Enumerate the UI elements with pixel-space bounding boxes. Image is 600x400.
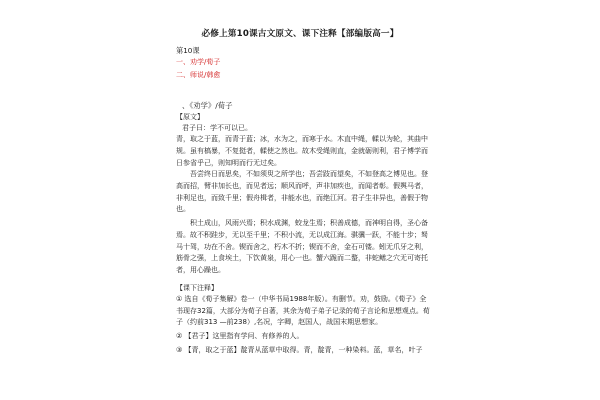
paragraph-1: 青，取之于蓝，而青于蓝；冰，水为之，而寒于水。木直中绳，輮以为轮，其曲中规。虽有槁暴，不复挺者，輮使之然也。故木受绳则直，金就砺则利，君子博学而日参省乎己，则知明而行无过矣。 [176,135,428,167]
toc-item-shishuo[interactable]: 二、师说/韩愈 [176,71,221,79]
toc-item-quanxue[interactable]: 一、劝学/荀子 [176,58,221,66]
note-2: ② 【君子】这里指有学问、有修养的人。 [176,332,304,340]
paragraph-2: 吾尝终日而思矣，不如须臾之所学也；吾尝跂而望矣，不如登高之博见也。登高而招，臂非加长也，而见者远；顺风而呼，声非加疾也，而闻者彰。假舆马者，非利足也，而致千里；假舟楫者，非能水也，而绝江河。君子生非异也，善假于物也。 [176,170,428,214]
document-title: 必修上第10课古文原文、课下注释【部编版高一】 [201,29,399,39]
notes-label: 【课下注释】 [176,284,218,292]
lesson-number: 第10课 [176,46,200,55]
paragraph-3: 积土成山，风雨兴焉；积水成渊，蛟龙生焉；积善成德，而神明自得，圣心备焉。故不积跬步，无以至千里；不积小流，无以成江海。骐骥一跃，不能十步；驽马十驾，功在不舍。锲而舍之，朽木不折；锲而不舍，金石可镂。蚓无爪牙之利，筋骨之强，上食埃土，下饮黄泉，用心一也。蟹六跪而二螯，非蛇鳝之穴无可寄托者，用心躁也。 [176,219,428,275]
note-1: ① 选自《荀子集解》卷一（中华书局1988年版）。有删节。劝，鼓励。《荀子》全书现存32篇，大部分为荀子自著，其余为荀子弟子记录的荀子言论和思想观点。荀子（约前313 —前238）,名况，字卿，赵国人，战国末期思想家。 [176,295,430,326]
section-heading: 、《劝学》/荀子 [182,101,233,110]
original-text-label: 【原文】 [176,113,204,121]
intro-line: 君子曰：学不可以已。 [182,124,252,132]
note-3: ③ 【青，取之于蓝】靛青从蓝草中取得。青，靛青，一种染料。蓝，草名，叶子 [176,346,423,354]
